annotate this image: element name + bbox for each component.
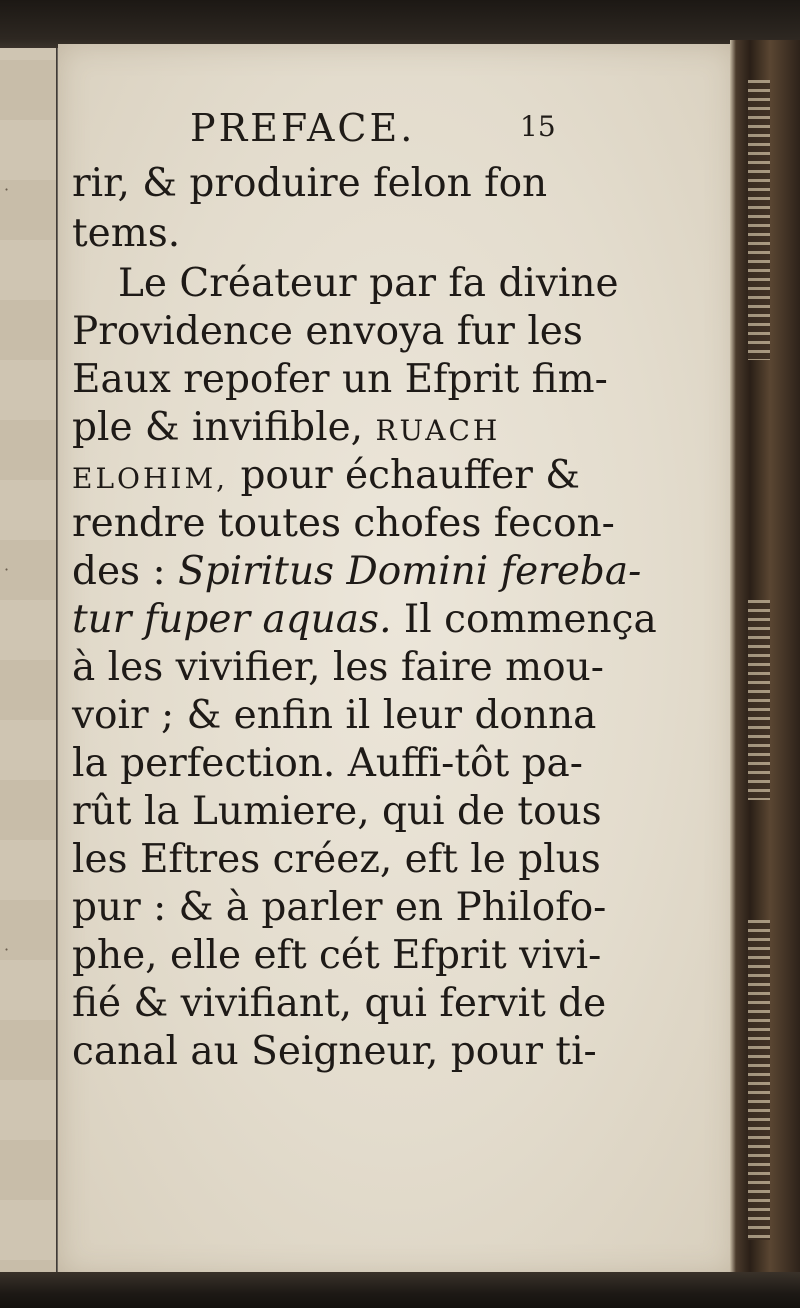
- text-line: tems.: [72, 211, 181, 256]
- text-line: canal au Seigneur, pour ti-: [72, 1029, 597, 1074]
- binding-threads: [748, 600, 770, 800]
- text-line: voir ; & enfin il leur donna: [72, 693, 597, 738]
- text-line: rir, & produire felon fon: [72, 161, 548, 206]
- binding-threads: [748, 80, 770, 360]
- latin-quote: tur fuper aquas.: [72, 597, 392, 642]
- previous-page-edge: [0, 0, 56, 1308]
- text-line: [72, 598, 657, 642]
- text-line: les Eftres créez, eft le plus: [72, 837, 601, 882]
- top-shadow: [0, 0, 800, 48]
- text-line: [72, 454, 580, 501]
- binding-threads: [748, 920, 770, 1240]
- text-span: des :: [72, 549, 178, 594]
- text-line: [72, 406, 500, 453]
- edge-mark: ·: [4, 940, 10, 959]
- text-line: Providence envoya fur les: [72, 309, 583, 354]
- bottom-shadow: [0, 1272, 800, 1308]
- text-line: Eaux repofer un Efprit fim-: [72, 357, 608, 402]
- small-caps-ruach: RUACH: [375, 414, 501, 447]
- edge-mark: ·: [4, 560, 10, 579]
- text-span: Il commença: [391, 597, 657, 642]
- text-span: ple & invifible,: [72, 405, 364, 450]
- book-binding: [730, 40, 800, 1280]
- text-span: pour échauffer &: [228, 453, 580, 498]
- text-line: pur : & à parler en Philofo-: [72, 885, 607, 930]
- text-line: [72, 550, 641, 594]
- edge-mark: ·: [4, 180, 10, 199]
- text-line: phe, elle eft cét Efprit vivi-: [72, 933, 602, 978]
- text-line: à les vivifier, les faire mou-: [72, 645, 604, 690]
- text-line: Le Créateur par fa divine: [118, 261, 619, 306]
- running-head: PREFACE.: [190, 106, 416, 150]
- text-line: la perfection. Auffi-tôt pa-: [72, 741, 583, 786]
- text-line: fié & vivifiant, qui fervit de: [72, 981, 607, 1026]
- text-line: rût la Lumiere, qui de tous: [72, 789, 602, 834]
- page-number: 15: [520, 110, 556, 143]
- latin-quote: Spiritus Domini fereba-: [178, 549, 642, 594]
- text-line: rendre toutes chofes fecon-: [72, 501, 615, 546]
- small-caps-elohim: ELOHIM,: [72, 462, 229, 495]
